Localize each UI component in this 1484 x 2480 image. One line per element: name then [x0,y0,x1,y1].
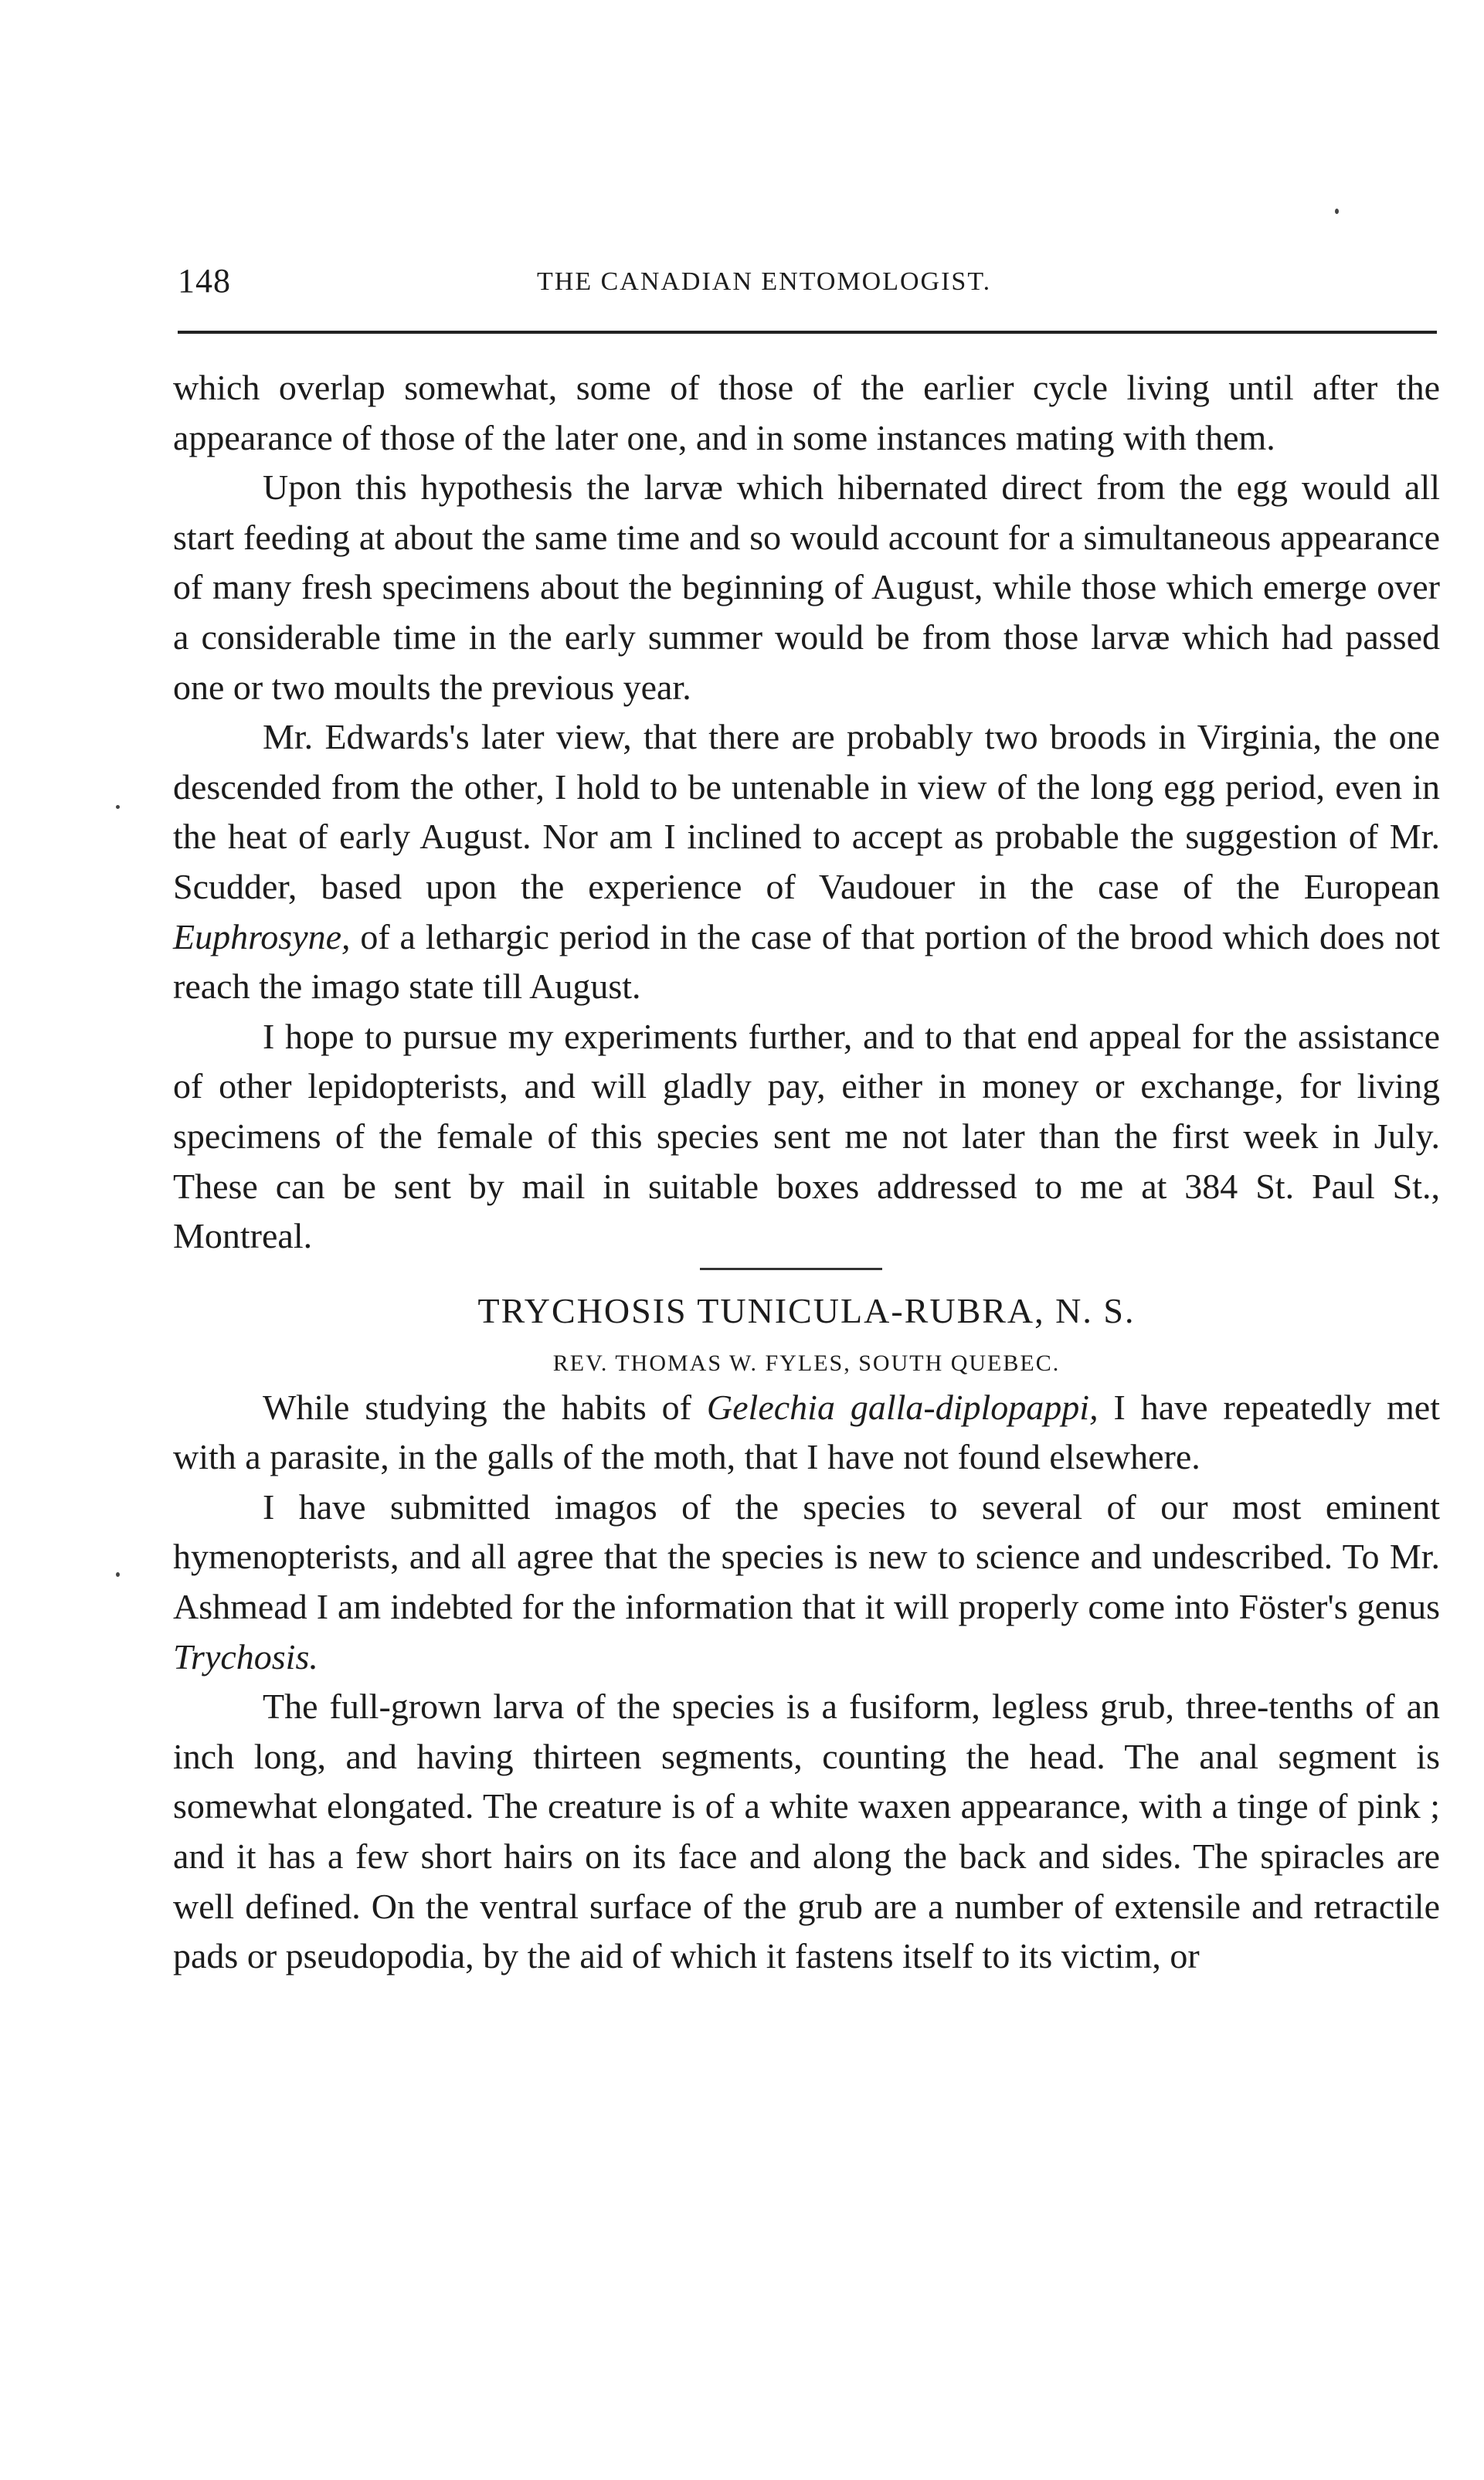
running-head [178,261,1437,307]
paragraph-text: I have submitted imagos of the species to several of our most eminent hymenopterists, and all agree that the species is new to science and undescribed. To Mr. Ashmead I am indebted for the information that it will properly come into Föster's genus [173,1486,1440,1627]
species-name: Euphrosyne, [173,916,351,956]
paragraph [173,1483,1440,1682]
scan-speck [116,805,120,809]
paragraph [173,1383,1440,1483]
body-text [173,363,1440,1982]
paragraph-text: I have repeatedly met with a parasite, in the galls of the moth, that I have not found elsewhere. [173,1387,1440,1477]
paragraph: The full-grown larva of the species is a fusiform, legless grub, three-tenths of an inch long, and having thirteen segments, counting the head. The anal segment is somewhat elongated. The creature is of a white waxen appearance, with a tinge of pink ; and it has a few short hairs on its face and along the back and sides. The spiracles are well defined. On the ventral surface of the grub are a number of extensile and retractile pads or pseudopodia, by the aid of which it fastens itself to its victim, or [173,1687,1440,1976]
article-title: TRYCHOSIS TUNICULA-RUBRA, N. S. [477,1290,1136,1330]
paragraph: which overlap somewhat, some of those of the earlier cycle living until after the appearance of those of the later one, and in some instances mating with them. [173,368,1440,457]
genus-name: Trychosis. [173,1636,318,1677]
paragraph-text: While studying the habits of [263,1387,707,1427]
header-rule [178,331,1437,334]
section-divider [700,1268,882,1270]
page-number: 148 [178,262,231,300]
paragraph-text: Mr. Edwards's later view, that there are probably two broods in Virginia, the one descended from the other, I hold to be untenable in view of the long egg period, even in the heat of early August. Nor am I inclined to accept as probable the suggestion of Mr. Scudder, based upon the experience of Vaudouer in the case of the European [173,717,1440,906]
journal-title: THE CANADIAN ENTOMOLOGIST. [537,267,992,296]
paragraph [173,712,1440,1012]
paragraph-text: of a lethargic period in the case of that portion of the brood which does not reach the imago state till August. [173,916,1440,1007]
article-byline: REV. THOMAS W. FYLES, SOUTH QUEBEC. [552,1350,1061,1376]
species-name: Gelechia galla-diplopappi, [706,1387,1099,1427]
paragraph: Upon this hypothesis the larvæ which hibernated direct from the egg would all start feeding at about the same time and so would account for a simultaneous appearance of many fresh specimens about the beginning of August, while those which emerge over a considerable time in the early summer would be from those larvæ which had passed one or two moults the previous year. [173,467,1440,707]
paragraph: I hope to pursue my experiments further, and to that end appeal for the assistance of other lepidopterists, and will gladly pay, either in money or exchange, for living specimens of the female of this species sent me not later than the first week in July. These can be sent by mail in suitable boxes addressed to me at 384 St. Paul St., Montreal. [173,1016,1440,1256]
scan-speck [1335,209,1339,214]
scan-speck [116,1572,120,1577]
